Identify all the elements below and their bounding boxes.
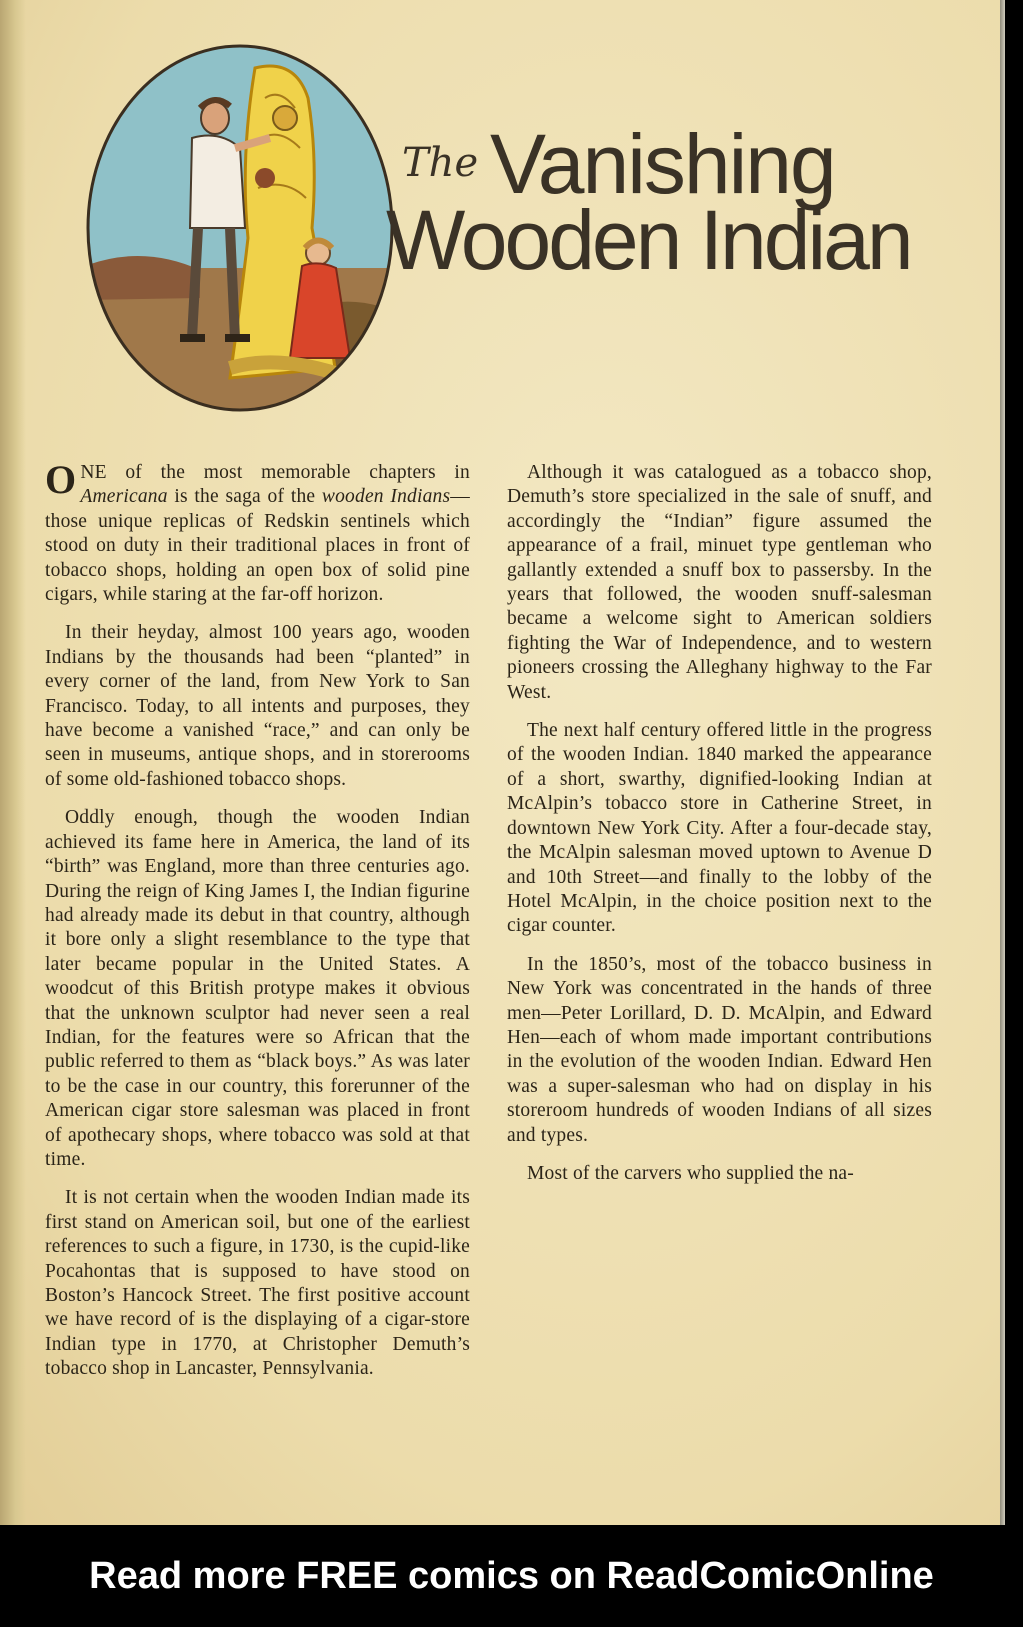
paragraph-1-em-wooden-indians: wooden Indians xyxy=(321,486,451,508)
paragraph-1 xyxy=(45,457,470,607)
footer-text[interactable]: Read more FREE comics on ReadComicOnline xyxy=(89,1555,934,1597)
title-line-1: Vanishing xyxy=(490,117,835,211)
footer-banner[interactable] xyxy=(0,1525,1023,1627)
page-spine-shadow xyxy=(0,0,26,1525)
article-title xyxy=(372,110,932,290)
paragraph-3: Oddly enough, though the wooden Indian achieved its fame here in America, the land of its “birth” was England, more than three centuries ago. During the reign of King James I, the Indian figurine had already made its debut in that country, although it bore only a slight resemblance to the type that later became popular in the United States. A woodcut of this British protype makes it obvious that the unknown sculptor had never seen a real Indian, for the features were so African that the public referred to them as “black boys.” As was later to be the case in our country, this forerunner of the American cigar store salesman was placed in front of apothecary shops, where tobacco was sold at that time. xyxy=(45,807,470,1170)
page-edge xyxy=(1000,0,1005,1525)
paragraph-1-text-b: is the saga of the xyxy=(167,486,322,508)
title-the: The xyxy=(402,140,479,186)
paragraph-4: It is not certain when the wooden Indian made its first stand on American soil, but one of the earliest references to such a figure, in 1730, is the cupid-like Pocahontas that is supposed to have stood on Boston’s Hancock Street. The first positive account we have record of is the displaying of a cigar-store Indian type in 1770, at Christopher Demuth’s tobacco shop in Lancaster, Pennsylvania. xyxy=(45,1187,470,1380)
paragraph-2: In their heyday, almost 100 years ago, wooden Indians by the thousands had been “planted” in every corner of the land, from New York to San Francisco. Today, to all intents and purposes, they have become a vanished “race,” and can only be seen in museums, antique shops, and in storerooms of some old-fashioned tobacco shops. xyxy=(45,622,470,790)
drop-cap: O xyxy=(45,457,77,502)
article-column-left xyxy=(45,457,470,1396)
paragraph-7: In the 1850’s, most of the tobacco business in New York was concentrated in the hands of three men—Peter Lorillard, D. D. McAlpin, and Edward Hen—each of whom made important contributions in the evolution of the wooden Indian. Edward Hen was a super-salesman who had on display in his storeroom hundreds of wooden Indians of all sizes and types. xyxy=(507,953,932,1146)
paragraph-5: Although it was catalogued as a tobacco shop, Demuth’s store specialized in the sale of snuff, and accordingly the “Indian” figure assumed the appearance of a frail, minuet type gentleman who gallantly extended a snuff box to passersby. In the years that followed, the wooden snuff-salesman became a welcome sight to American soldiers fighting the War of Independence, and to western pioneers crossing the Alleghany highway to the Far West. xyxy=(507,462,932,703)
sculptor-illustration xyxy=(80,38,400,418)
paragraph-8: Most of the carvers who supplied the na- xyxy=(527,1162,854,1184)
paragraph-6: The next half century offered little in the progress of the wooden Indian. 1840 marked the appearance of a short, swarthy, dignified-looking Indian at McAlpin’s tobacco store in Catherine Street, in downtown New York City. After a four-decade stay, the McAlpin salesman moved uptown to Avenue D and 10th Street—and finally to the lobby of the Hotel McAlpin, in the choice position next to the cigar counter. xyxy=(507,720,932,937)
title-line-2: Wooden Indian xyxy=(386,193,911,287)
paragraph-1-text-a: NE of the most memorable chapters in xyxy=(80,462,470,483)
article-column-right xyxy=(507,461,932,1200)
paragraph-1-text-c: —those unique replicas of Redskin sentinels which stood on duty in their traditional places in front of tobacco shops, holding an open box of solid pine cigars, while staring at the far-off horizon. xyxy=(45,486,470,606)
paragraph-1-em-americana: Americana xyxy=(80,486,168,508)
